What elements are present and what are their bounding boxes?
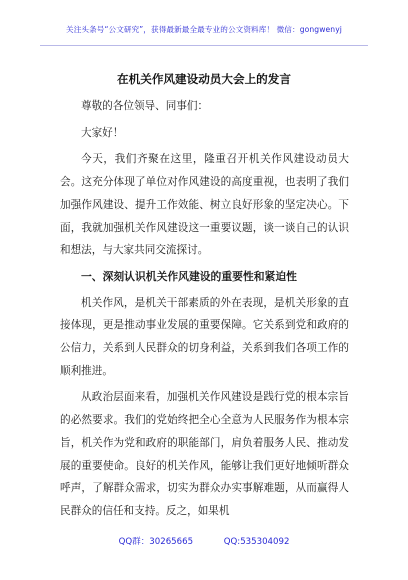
intro-paragraph: 今天，我们齐聚在这里，隆重召开机关作风建设动员大会。这充分体现了单位对作风建设的高度重视，也表明了我们加强作风建设、提升工作效能、树立良好形象的坚定决心。下面，我就加强机关作风建设这一重要议题，谈一谈自己的认识和想法，与大家共同交流探讨。 xyxy=(60,153,349,257)
section-heading: 一、深刻认识机关作风建设的重要性和紧迫性 xyxy=(81,269,297,283)
footer-contact xyxy=(0,535,408,547)
footer-qq-group: QQ群：30265665 xyxy=(118,537,194,547)
section-paragraph: 从政治层面来看，加强机关作风建设是践行党的根本宗旨的必然要求。我们的党始终把全心全意为人民服务作为根本宗旨，机关作为党和政府的职能部门，肩负着服务人民、推动发展的重要使命。良好的机关作风，能够让我们更好地倾听群众呼声，了解群众需求，切实为群众办实事解难题，从而赢得人民群众的信任和支持。反之，如果机 xyxy=(60,391,349,517)
header-divider xyxy=(40,45,368,46)
document-title: 在机关作风建设动员大会上的发言 xyxy=(117,72,291,86)
header-note: 关注头条号“公文研究”，获得最新最全最专业的公文资料库！ 微信：gongwenyj xyxy=(66,25,342,34)
section-paragraph: 机关作风，是机关干部素质的外在表现，是机关形象的直接体现，更是推动事业发展的重要保障。它关系到党和政府的公信力，关系到人民群众的切身利益，关系到我们各项工作的顺利推进。 xyxy=(60,296,349,377)
salutation: 尊敬的各位领导、同事们： xyxy=(81,100,209,112)
footer-qq: QQ:535304092 xyxy=(223,537,290,547)
document-body xyxy=(60,95,349,527)
greeting: 大家好！ xyxy=(81,126,124,139)
